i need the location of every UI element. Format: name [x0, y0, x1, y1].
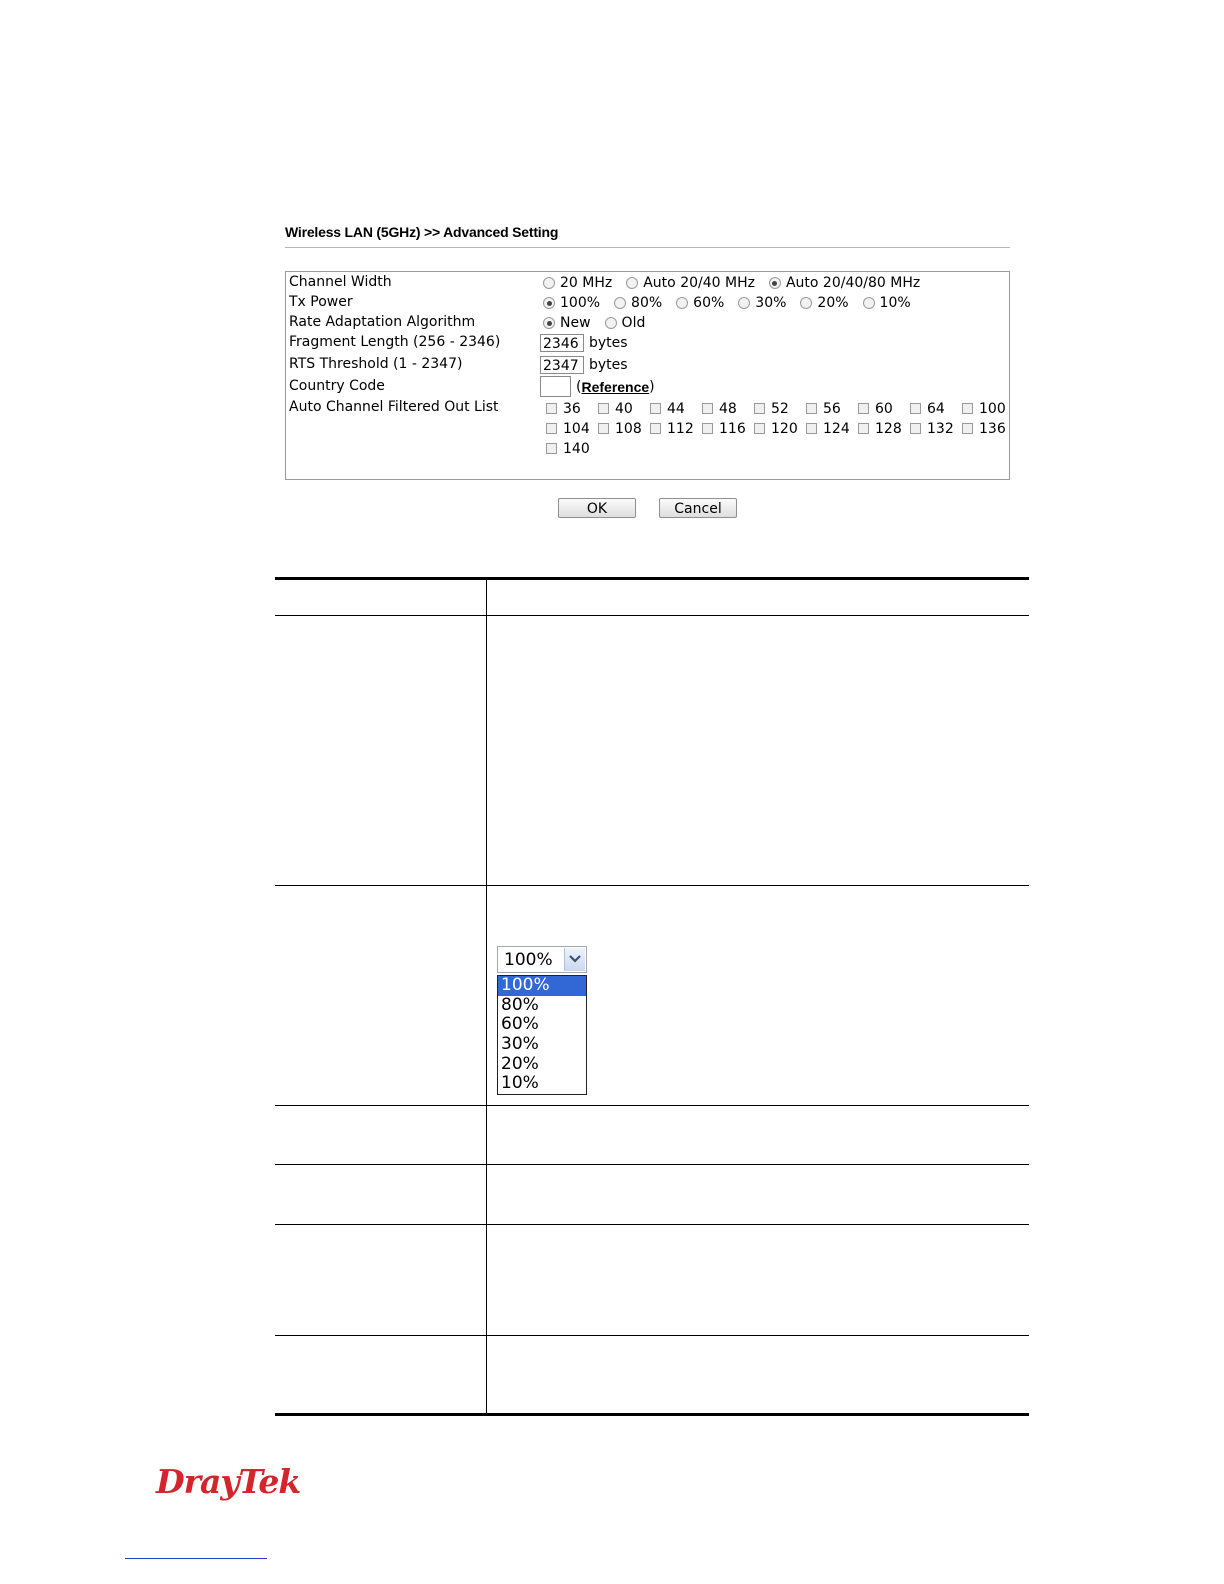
- rts-threshold-unit: bytes: [589, 357, 628, 373]
- settings-box: [285, 271, 1010, 480]
- channel-width-20-40-80[interactable]: Auto 20/40/80 MHz: [769, 275, 920, 291]
- rate-adaptation-label: Rate Adaptation Algorithm: [289, 314, 476, 330]
- checkbox-icon[interactable]: [650, 423, 661, 434]
- channel-label: 136: [979, 420, 1006, 437]
- channel-checkbox[interactable]: [650, 400, 702, 417]
- channel-checkbox[interactable]: [702, 420, 754, 437]
- rate-adaptation-new[interactable]: New: [543, 315, 591, 331]
- fragment-length-label: Fragment Length (256 - 2346): [289, 334, 501, 350]
- tx-power-30[interactable]: 30%: [738, 295, 786, 311]
- channel-label: 100: [979, 400, 1006, 417]
- cancel-button[interactable]: Cancel: [659, 498, 737, 518]
- table-top-rule: [275, 577, 1029, 580]
- checkbox-icon[interactable]: [546, 403, 557, 414]
- channel-label: 60: [875, 400, 893, 417]
- channel-checkbox[interactable]: [910, 400, 962, 417]
- radio-icon[interactable]: [543, 317, 555, 329]
- radio-icon[interactable]: [543, 277, 555, 289]
- channel-checkbox[interactable]: [598, 420, 650, 437]
- auto-channel-label: Auto Channel Filtered Out List: [289, 399, 499, 415]
- list-item[interactable]: 100%: [498, 976, 586, 996]
- channel-label: 124: [823, 420, 850, 437]
- channel-label: 108: [615, 420, 642, 437]
- checkbox-icon[interactable]: [702, 403, 713, 414]
- radio-icon[interactable]: [543, 297, 555, 309]
- channel-checkbox[interactable]: [858, 420, 910, 437]
- channel-checkbox[interactable]: [546, 420, 598, 437]
- country-code-label: Country Code: [289, 378, 385, 394]
- table-bottom-rule: [275, 1413, 1029, 1416]
- channel-label: 132: [927, 420, 954, 437]
- checkbox-icon[interactable]: [858, 403, 869, 414]
- channel-checkbox[interactable]: [650, 420, 702, 437]
- channel-label: 104: [563, 420, 590, 437]
- title-divider: [285, 247, 1010, 248]
- select-value: 100%: [504, 950, 553, 970]
- channel-width-label: Channel Width: [289, 274, 392, 290]
- list-item[interactable]: 80%: [501, 994, 539, 1015]
- checkbox-icon[interactable]: [754, 423, 765, 434]
- tx-power-options: [543, 295, 925, 311]
- table-row-divider: [275, 1164, 1029, 1165]
- checkbox-icon[interactable]: [702, 423, 713, 434]
- channel-checkbox[interactable]: [546, 400, 598, 417]
- list-item[interactable]: 10%: [501, 1073, 539, 1094]
- fragment-length-input[interactable]: 2346: [540, 334, 584, 352]
- paren-close: ): [649, 378, 655, 395]
- channel-checkbox[interactable]: [754, 400, 806, 417]
- fragment-length-row: [540, 334, 628, 352]
- channel-label: 52: [771, 400, 789, 417]
- radio-icon[interactable]: [738, 297, 750, 309]
- checkbox-icon[interactable]: [754, 403, 765, 414]
- rate-adaptation-old[interactable]: Old: [605, 315, 646, 331]
- channel-label: 40: [615, 400, 633, 417]
- channel-label: 140: [563, 440, 590, 457]
- tx-power-60[interactable]: 60%: [676, 295, 724, 311]
- channel-label: 44: [667, 400, 685, 417]
- tx-power-100[interactable]: 100%: [543, 295, 600, 311]
- checkbox-icon[interactable]: [910, 403, 921, 414]
- channel-checkbox[interactable]: [806, 400, 858, 417]
- checkbox-icon[interactable]: [546, 443, 557, 454]
- channel-label: 48: [719, 400, 737, 417]
- checkbox-icon[interactable]: [910, 423, 921, 434]
- channel-label: 64: [927, 400, 945, 417]
- checkbox-icon[interactable]: [962, 403, 973, 414]
- table-column-divider: [486, 579, 487, 1415]
- table-row-divider: [275, 885, 1029, 886]
- checkbox-icon[interactable]: [650, 403, 661, 414]
- channel-label: 112: [667, 420, 694, 437]
- channel-checkbox[interactable]: [962, 420, 1014, 437]
- channel-label: 56: [823, 400, 841, 417]
- tx-power-10[interactable]: 10%: [863, 295, 911, 311]
- rate-adaptation-options: [543, 315, 659, 331]
- tx-power-label: Tx Power: [289, 294, 353, 310]
- radio-icon[interactable]: [800, 297, 812, 309]
- tx-power-80[interactable]: 80%: [614, 295, 662, 311]
- tx-power-20[interactable]: 20%: [800, 295, 848, 311]
- rts-threshold-input[interactable]: 2347: [540, 356, 584, 374]
- panel-title: Wireless LAN (5GHz) >> Advanced Setting: [285, 224, 559, 240]
- table-row-divider: [275, 615, 1029, 616]
- draytek-logo: DrayTek: [156, 1462, 301, 1501]
- rts-threshold-row: [540, 356, 628, 374]
- checkbox-icon[interactable]: [806, 423, 817, 434]
- radio-icon[interactable]: [769, 277, 781, 289]
- table-row-divider: [275, 1105, 1029, 1106]
- table-row-divider: [275, 1224, 1029, 1225]
- channel-checkbox[interactable]: [910, 420, 962, 437]
- channel-checkbox[interactable]: [962, 400, 1014, 417]
- checkbox-icon[interactable]: [962, 423, 973, 434]
- channel-width-20-40[interactable]: Auto 20/40 MHz: [626, 275, 755, 291]
- reference-link[interactable]: Reference: [581, 378, 650, 395]
- checkbox-icon[interactable]: [546, 423, 557, 434]
- radio-icon[interactable]: [605, 317, 617, 329]
- channel-checkbox[interactable]: [598, 400, 650, 417]
- footer-rule: [125, 1558, 267, 1559]
- channel-label: 36: [563, 400, 581, 417]
- list-item[interactable]: 30%: [501, 1034, 539, 1055]
- channel-checkbox[interactable]: [702, 400, 754, 417]
- channel-checkbox[interactable]: [754, 420, 806, 437]
- tx-power-select[interactable]: [497, 946, 587, 973]
- tx-power-options-list: [497, 975, 587, 1095]
- checkbox-icon[interactable]: [598, 403, 609, 414]
- list-item[interactable]: 20%: [501, 1053, 539, 1074]
- channel-width-20[interactable]: 20 MHz: [543, 275, 612, 291]
- list-item[interactable]: 60%: [501, 1014, 539, 1035]
- radio-icon[interactable]: [626, 277, 638, 289]
- channel-checkbox[interactable]: [858, 400, 910, 417]
- channel-checkbox[interactable]: [806, 420, 858, 437]
- channel-label: 116: [719, 420, 746, 437]
- checkbox-icon[interactable]: [858, 423, 869, 434]
- checkbox-icon[interactable]: [806, 403, 817, 414]
- channel-label: 120: [771, 420, 798, 437]
- channel-label: 128: [875, 420, 902, 437]
- paren-open: (: [576, 378, 582, 395]
- radio-icon[interactable]: [614, 297, 626, 309]
- checkbox-icon[interactable]: [598, 423, 609, 434]
- radio-icon[interactable]: [863, 297, 875, 309]
- rts-threshold-label: RTS Threshold (1 - 2347): [289, 356, 463, 372]
- country-code-row: [540, 376, 655, 397]
- radio-icon[interactable]: [676, 297, 688, 309]
- country-code-input[interactable]: [540, 376, 571, 397]
- auto-channel-checkboxes: [546, 400, 1008, 457]
- chevron-down-icon[interactable]: [564, 948, 585, 971]
- channel-width-options: [543, 275, 934, 291]
- ok-button[interactable]: OK: [558, 498, 636, 518]
- fragment-length-unit: bytes: [589, 335, 628, 351]
- channel-checkbox[interactable]: [546, 440, 598, 457]
- table-row-divider: [275, 1335, 1029, 1336]
